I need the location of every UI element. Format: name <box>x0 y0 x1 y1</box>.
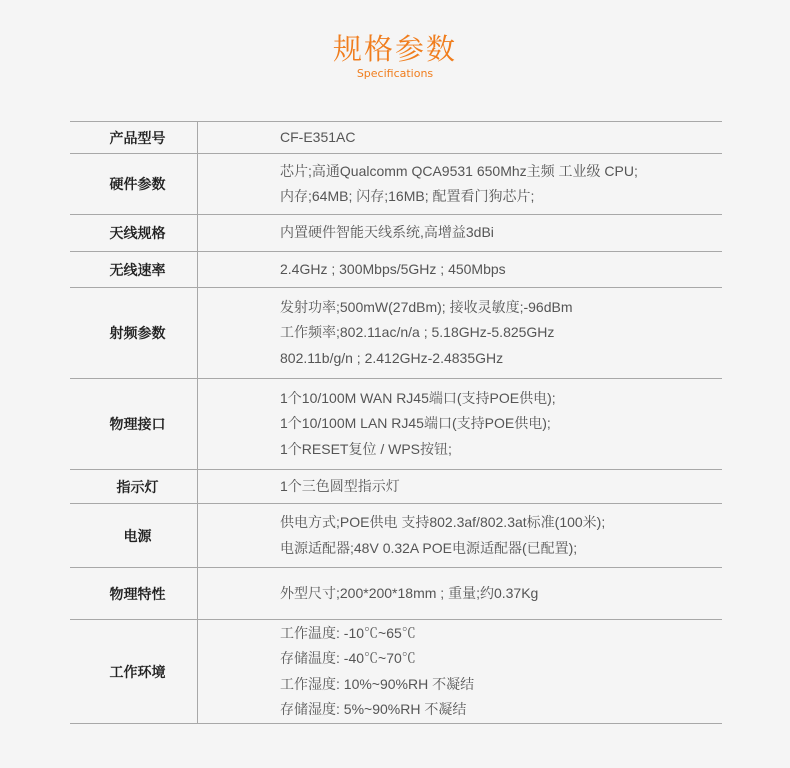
spec-label: 工作环境 <box>70 620 198 723</box>
spec-row-wireless-rate <box>70 252 722 288</box>
spec-row-antenna <box>70 215 722 252</box>
spec-label: 物理接口 <box>70 379 198 469</box>
spec-value <box>198 122 722 153</box>
spec-value-line: 存储温度: -40℃~70℃ <box>280 650 416 666</box>
section-heading <box>0 30 790 81</box>
spec-value-line: 芯片;高通Qualcomm QCA9531 650Mhz主频 工业级 CPU; <box>280 162 638 179</box>
spec-label: 电源 <box>70 504 198 567</box>
spec-value <box>198 568 722 619</box>
page-subtitle: Specifications <box>356 67 434 80</box>
spec-value <box>198 620 722 723</box>
spec-row-environment <box>70 620 722 724</box>
spec-value-line: 1个RESET复位 / WPS按钮; <box>280 440 452 457</box>
spec-label: 射频参数 <box>70 288 198 378</box>
spec-row-model <box>70 122 722 154</box>
page-title: 规格参数 <box>332 32 457 66</box>
spec-value-line: 工作湿度: 10%~90%RH 不凝结 <box>280 675 475 692</box>
spec-table <box>70 121 722 724</box>
spec-row-power <box>70 504 722 568</box>
spec-value-line: 1个10/100M WAN RJ45端口(支持POE供电); <box>280 389 556 406</box>
spec-value <box>198 154 722 214</box>
spec-value-line: 1个三色圆型指示灯 <box>280 477 400 494</box>
spec-value-line: 工作频率;802.11ac/n/a ; 5.18GHz-5.825GHz <box>280 324 555 341</box>
spec-value <box>198 215 722 251</box>
spec-value <box>198 252 722 287</box>
spec-value-line: 外型尺寸;200*200*18mm ; 重量;约0.37Kg <box>280 584 539 601</box>
spec-value-line: 工作温度: -10℃~65℃ <box>280 624 416 641</box>
spec-label: 无线速率 <box>70 252 198 287</box>
spec-row-rf <box>70 288 722 379</box>
spec-row-indicator <box>70 470 722 504</box>
spec-value-line: 电源适配器;48V 0.32A POE电源适配器(已配置); <box>280 539 578 556</box>
spec-value <box>198 379 722 469</box>
spec-value-line: 内存;64MB; 闪存;16MB; 配置看门狗芯片; <box>280 188 535 204</box>
spec-value-line: 1个10/100M LAN RJ45端口(支持POE供电); <box>280 415 551 432</box>
spec-value-line: 802.11b/g/n ; 2.412GHz-2.4835GHz <box>280 349 504 366</box>
spec-value-line: 供电方式;POE供电 支持802.3af/802.3at标准(100米); <box>280 514 606 530</box>
spec-row-hardware <box>70 154 722 215</box>
spec-value <box>198 504 722 567</box>
spec-value <box>198 470 722 503</box>
spec-label: 产品型号 <box>70 122 198 153</box>
spec-value-line: 2.4GHz ; 300Mbps/5GHz ; 450Mbps <box>280 260 506 277</box>
spec-label: 物理特性 <box>70 568 198 619</box>
spec-value-line: 存储湿度: 5%~90%RH 不凝结 <box>280 701 467 717</box>
spec-row-physical <box>70 568 722 620</box>
spec-label: 天线规格 <box>70 215 198 251</box>
spec-row-interfaces <box>70 379 722 470</box>
spec-value-line: 内置硬件智能天线系统,高增益3dBi <box>280 224 494 241</box>
spec-label: 指示灯 <box>70 470 198 503</box>
spec-value <box>198 288 722 378</box>
spec-label: 硬件参数 <box>70 154 198 214</box>
spec-value-line: CF-E351AC <box>280 128 356 145</box>
spec-value-line: 发射功率;500mW(27dBm); 接收灵敏度;-96dBm <box>280 298 573 315</box>
